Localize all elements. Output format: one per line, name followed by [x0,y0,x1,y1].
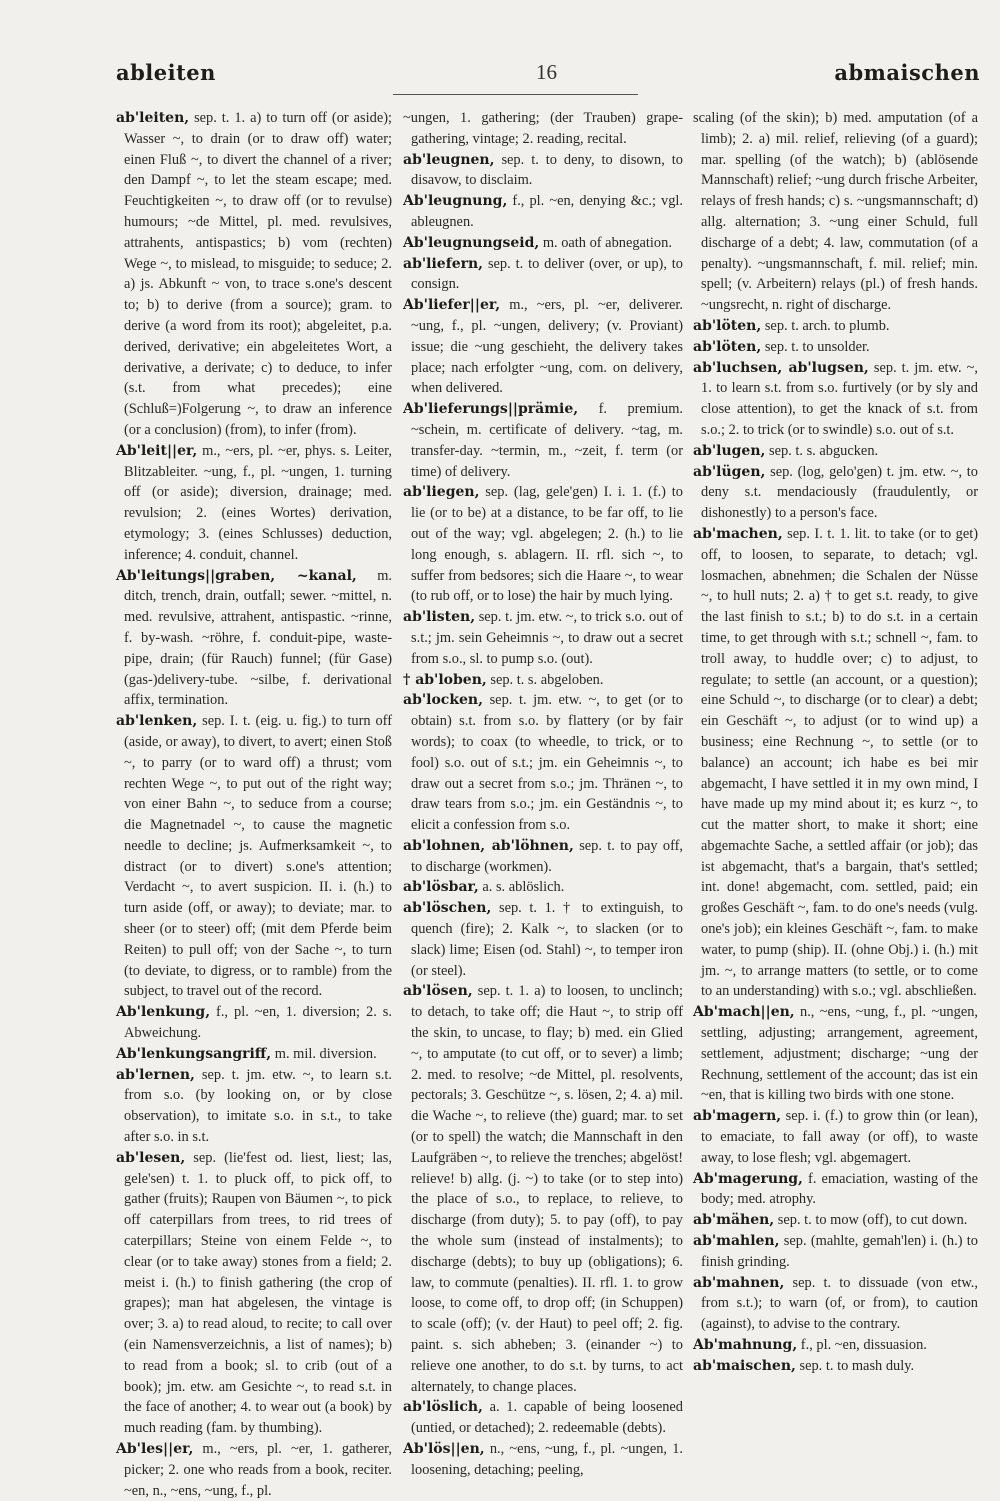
dictionary-entry [403,898,683,981]
entry-headword: ab'listen, [403,609,476,626]
entry-definition: sep. t. jm. etw. ~, 1. to learn s.t. from s.o. furtively (or by sly and close attention), to get the knack of s.t. from s.o.; 2. to trick (or to swindle) s.o. out of s.t. [701,359,979,438]
entry-definition: sep. t. s. abgucken. [765,442,879,459]
dictionary-entry [693,1231,978,1273]
entry-definition: m., ~ers, pl. ~er, deliverer. ~ung, f., pl. ~ungen, delivery; (v. Proviant) issue; die ~ung geschieht, the delivery takes place; nach erfolgter ~ung, com. on delivery, when delivered. [411,297,683,397]
entry-headword: Ab'lieferungs||prämie, [403,401,579,418]
dictionary-entry [116,1439,392,1501]
dictionary-entry [693,1002,978,1106]
dictionary-entry [403,191,683,233]
entry-definition: m. ditch, trench, drain, outfall; sewer. ~mittel, n. med. revulsive, attrahent, antispastic. ~rinne, f. by-wash. ~röhre, f. conduit-pipe, waste-pipe, drain; (für Rauch) funnel; (für Gase) (gas-)delivery-tube. ~silbe, f. derivational affix, termination. [124,567,393,709]
dictionary-entry [116,1065,392,1148]
entry-definition: ~ungen, 1. gathering; (der Trauben) grape-gathering, vintage; 2. reading, recital. [403,110,683,147]
entry-definition: sep. t. 1. † to extinguish, to quench (fire); 2. Kalk ~, to slacken (or to slack) lime; Eisen (od. Stahl) ~, to temper iron (or steel). [411,900,683,979]
entry-headword: ab'mahnen, [693,1274,785,1291]
entry-definition: n., ~ens, ~ung, f., pl. ~ungen, settling, adjusting; arrangement, agreement, settlement, adjustment; discharge; ~ung der Rechnung, settlement of the account; das ist ein ~en, that is killing two birds with one stone. [701,1004,978,1104]
dictionary-entry [403,399,683,482]
entry-definition: sep. t. to pay off, to discharge (workmen). [411,837,683,875]
dictionary-entry [403,482,683,607]
dictionary-entry [693,1210,978,1231]
dictionary-entry [403,607,683,669]
entry-definition: f. premium. ~schein, m. certificate of delivery. ~tag, m. transfer-day. ~termin, m., ~zeit, f. term (or time) of delivery. [411,401,683,480]
entry-headword: ab'mähen, [693,1212,775,1229]
dictionary-entry [403,108,683,150]
left-guide-word: ableiten [116,60,216,85]
entry-headword: Ab'lenkungsangriff, [116,1045,272,1062]
entry-definition: sep. t. to deliver (over, or up), to consign. [411,255,683,293]
dictionary-entry [116,1002,392,1044]
column-1 [116,108,393,1499]
dictionary-entry [403,254,683,296]
entry-headword: ab'lösbar, [403,879,479,896]
entry-headword: ab'lügen, [693,463,766,480]
entry-headword: Ab'les||er, [116,1441,194,1457]
entry-definition: sep. t. to deny, to disown, to disavow, to disclaim. [411,151,683,189]
entry-headword: Ab'lenkung, [116,1004,211,1021]
entry-headword: ab'maischen, [693,1357,796,1374]
entry-headword: † ab'loben, [403,671,487,688]
header-rule [393,94,638,95]
entry-headword: Ab'mahnung, [693,1337,798,1354]
dictionary-entry [403,233,683,254]
entry-definition: sep. t. to unsolder. [761,338,870,355]
entry-definition: sep. t. jm. etw. ~, to learn s.t. from s.o. (by looking on, or by close observation), to imitate s.o. in s.t., to take after s.o. in s.t. [124,1066,392,1146]
entry-headword: ab'löten, [693,338,762,355]
dictionary-entry [116,108,392,441]
entry-headword: Ab'liefer||er, [403,297,501,314]
entry-definition: m., ~ers, pl. ~er, phys. s. Leiter, Blitzableiter. ~ung, f., pl. ~ungen, 1. turning off (or aside); diversion, drainage; med. revulsion; 2. (eines Wortes) derivation, etymology; 3. (eines Schlusses) deduction, inference; 4. conduit, channel. [124,442,392,563]
page-number: 16 [536,60,557,84]
entry-definition: sep. t. to mow (off), to cut down. [774,1212,968,1229]
dictionary-entry [693,1106,978,1168]
dictionary-entry [693,358,978,441]
entry-definition: f., pl. ~en, dissuasion. [797,1337,927,1354]
entry-headword: ab'lugen, [693,442,766,459]
entry-headword: Ab'lös||en, [403,1441,485,1457]
entry-definition: sep. (lie'fest od. liest, liest; las, gele'sen) t. 1. to pluck off, to pick off, to gather (fruits); Raupen von Bäumen ~, to pick off caterpillars from trees, to rid trees of caterpillars; Steine von einem Felde ~, to clear (or to take away) stones from a field; 2. meist i. (h.) to finish gathering (the crop of grapes); man hat abgelesen, the vintage is over; 3. a) to read aloud, to recite; to call over (ein Namensverzeichnis, a list of names); b) to read from a book; sl. to crib (out of a book); jm. etw. am Gesichte ~, to read s.t. in the face of another; 4. to wear out (a book) by much reading (fam. by thumbing). [124,1149,392,1437]
entry-definition: m. mil. diversion. [271,1045,377,1062]
dictionary-entry [403,670,683,691]
entry-definition: sep. (log, gelo'gen) t. jm. etw. ~, to deny s.t. mendaciously (fraudulently, or dishonestly) to a person's face. [701,463,978,522]
entry-definition: m. oath of abnegation. [539,234,672,251]
column-3 [693,108,978,1478]
entry-headword: ab'liefern, [403,255,484,272]
entry-definition: n., ~ens, ~ung, f., pl. ~ungen, 1. loosening, detaching; peeling, [411,1441,683,1478]
entry-definition: a. 1. capable of being loosened (untied, or detached); 2. redeemable (debts). [411,1399,683,1437]
entry-headword: ab'luchsen, ab'lugsen, [693,359,869,376]
right-guide-word: abmaischen [834,60,980,85]
entry-headword: ab'magern, [693,1108,782,1125]
dictionary-entry [116,566,392,712]
entry-headword: Ab'leugnung, [403,193,508,210]
dictionary-entry [403,1397,683,1439]
dictionary-entry [693,316,978,337]
dictionary-entry [403,690,683,836]
column-2 [403,108,683,1478]
dictionary-entry [693,441,978,462]
dictionary-entry [403,295,683,399]
entry-definition: sep. i. (f.) to grow thin (or lean), to emaciate, to fall away (or off), to waste away, to lose flesh; vgl. abgemagert. [701,1108,978,1166]
entry-headword: Ab'leugnungseid, [403,234,540,251]
dictionary-entry [403,981,683,1397]
entry-definition: sep. (lag, gele'gen) I. i. 1. (f.) to lie (or to be) at a distance, to be far off, to lie out of the way; vgl. abgelegen; 2. (h.) to lie long enough, s. ablagern. II. rfl. sich ~, to suffer from bedsores; sich die Haare ~, to wear (to rub off, or to lose) the hair by much lying. [411,484,683,605]
dictionary-entry [693,337,978,358]
entry-headword: Ab'leit||er, [116,442,198,459]
entry-headword: Ab'magerung, [693,1170,803,1187]
dictionary-entry [403,1439,683,1481]
entry-definition: sep. t. to mash duly. [795,1357,915,1374]
entry-headword: Ab'leitungs||graben, ~kanal, [116,567,357,584]
dictionary-entry [116,1148,392,1439]
dictionary-entry [403,836,683,878]
dictionary-entry [693,1169,978,1211]
entry-headword: ab'locken, [403,692,483,709]
dictionary-entry [403,877,683,898]
entry-definition: a. s. ablöslich. [478,879,565,896]
entry-definition: f., pl. ~en, 1. diversion; 2. s. Abweichung. [124,1004,392,1042]
entry-definition: m., ~ers, pl. ~er, 1. gatherer, picker; 2. one who reads from a book, reciter. ~en, n., ~ens, ~ung, f., pl. [124,1441,392,1499]
entry-definition: sep. t. s. abgeloben. [486,671,604,688]
dictionary-entry [693,1273,978,1335]
entry-headword: ab'löschen, [403,900,492,917]
dictionary-entry [693,1356,978,1377]
entry-definition: sep. (mahlte, gemah'len) i. (h.) to finish grinding. [701,1233,978,1270]
dictionary-entry [116,441,392,566]
entry-definition: sep. t. 1. a) to loosen, to unclinch; to detach, to take off; die Haut ~, to strip off the skin, to uncase, to flay; b) med. ein Glied ~, to amputate (to cut off, or to sever) a limb; 2. med. to resolve; ~de Mittel, pl. resolvents, pectorals; 3. Geschütze ~, s. lösen, 2; 4. a) mil. die Wache ~, to relieve (the) guard; mar. to set (or to spell) the watch; die Mannschaft in den Laufgräben ~, to relieve the trenches; abgelöst! relieve! b) allg. (j. ~) to take (or to step into) the place of s.o., to replace, to relieve, to discharge (from duty); 5. to pay (off), to pay the whole sum (instead of instalments); to discharge (debts); to buy up (obligations); 6. law, to commute (penalties). II. rfl. 1. to grow loose, to come off, to drop off; (in Schuppen) to scale (off); (v. der Haut) to peel off; 2. fig. paint. s. sich abheben; 3. (einander ~) to relieve one another, to do s.t. by turns, to act alternately, to change places. [411,983,683,1395]
dictionary-entry [693,108,978,316]
entry-definition: f. emaciation, wasting of the body; med. atrophy. [701,1170,978,1208]
dictionary-entry [116,1044,392,1065]
dictionary-entry [693,524,978,1002]
dictionary-entry [693,462,978,524]
entry-definition: sep. t. jm. etw. ~, to trick s.o. out of s.t.; jm. sein Geheimnis ~, to draw out a secret from s.o., sl. to pump s.o. (out). [411,609,683,667]
entry-headword: Ab'mach||en, [693,1004,795,1021]
entry-headword: ab'mahlen, [693,1233,780,1250]
entry-definition: sep. t. arch. to plumb. [761,317,890,334]
entry-headword: ab'machen, [693,525,783,542]
entry-definition: sep. I. t. 1. lit. to take (or to get) off, to loosen, to separate, to detach; vgl. losmachen, abnehmen; die Schalen der Nüsse ~, to hull nuts; 2. a) † to get s.t. ready, to give the last finish to s.t.; b) to do s.t. in a certain time, to get through with s.t.; schnell ~, fam. to troll away, to huddle over; c) to adjust, to regulate; to settle (an account, or a question); eine Schuld ~, to discharge (or to clear) a debt; ein Geschäft ~, to adjust (or to wind up) a business; eine Rechnung ~, to settle (or to balance) an account; ich habe es bei mir abgemacht, I have settled it in my own mind, I have made up my mind about it; es kurz ~, to cut the matter short, to make it short; eine abgemachte Sache, a settled affair (or job); das ist abgemacht, that's a bargain, that's settled; int. done! abgemacht, com. settled, paid; ein großes Geschäft ~, fam. to do one's needs (vulg. one's job); ein kleines Geschäft ~, fam. to make water, to pump (ship). II. (ohne Obj.) i. (h.) mit jm. ~, to arrange matters (to settle, or to come to an understanding) with s.o.; vgl. abschließen. [701,525,978,1000]
dictionary-entry [116,711,392,1002]
entry-headword: ab'leiten, [116,110,190,126]
entry-headword: ab'lenken, [116,713,198,730]
entry-definition: sep. t. jm. etw. ~, to get (or to obtain) s.t. from s.o. by flattery (or by fair words); to coax (to wheedle, to trick, or to fool) s.o. out of s.t.; jm. ein Geheimnis ~, to draw out a secret from s.o.; jm. Thränen ~, to draw tears from s.o.; jm. ein Geständnis ~, to elicit a confession from s.o. [411,692,683,834]
entry-headword: ab'liegen, [403,484,480,501]
entry-headword: ab'leugnen, [403,151,495,168]
dictionary-entry [403,150,683,192]
entry-definition: scaling (of the skin); b) med. amputation (of a limb); 2. a) mil. relief, relieving (of a guard); mar. spelling (of the watch); b) (ablösende Mannschaft) relief; ~ung durch frische Arbeiter, relays of fresh hands; c) s. ~ungsmannschaft; d) allg. alternation; 3. ~ung einer Schuld, full discharge of a debt; 4. law, commutation (of a penalty). ~ungsmannschaft, f. mil. relief; min. spell; (v. Arbeitern) relays (pl.) of fresh hands. ~ungsrecht, n. right of discharge. [693,110,978,314]
entry-definition: sep. t. to dissuade (von etw., from s.t.); to warn (of, or from), to caution (against), to advise to the contrary. [701,1274,978,1333]
entry-definition: sep. I. t. (eig. u. fig.) to turn off (aside, or away), to divert, to avert; einen Stoß ~, to parry (or to ward off) a thrust; vom rechten Wege ~, to put out of the right way; von einer Bahn ~, to seduce from a course; die Magnetnadel ~, to cause the magnetic needle to decline; js. Aufmerksamkeit ~, to distract (or to divert) s.one's attention; Verdacht ~, to avert suspicion. II. i. (h.) to turn aside (off, or away); to deviate; mar. to sheer (or to steer) off; (mit dem Pferde beim Reiten) to pull off; von der Sache ~, to turn (to deviate, to digress, or to ramble) from the subject, to travel out of the record. [124,713,392,1000]
page-header [116,58,980,92]
entry-headword: ab'löslich, [403,1399,483,1416]
entry-headword: ab'lösen, [403,983,473,1000]
entry-headword: ab'lesen, [116,1149,186,1166]
dictionary-entry [693,1335,978,1356]
entry-headword: ab'lernen, [116,1066,195,1083]
entry-definition: f., pl. ~en, denying &c.; vgl. ableugnen. [411,193,683,230]
entry-definition: sep. t. 1. a) to turn off (or aside); Wasser ~, to drain (or to draw off) water; einen Fluß ~, to divert the channel of a river; den Dampf ~, to let the steam escape; med. Feuchtigkeiten ~, to draw off (or to revulse) humours; ~de Mittel, pl. med. revulsives, attrahents, antispastics; b) vom (rechten) Wege ~, to mislead, to misguide; to seduce; 2. a) js. Abkunft ~ von, to trace s.one's descent to; b) to derive (from a source); gram. to derive (a word from its root); abgeleitet, p.a. derived, derivative; ein abgeleitetes Wort, a derivative, a derivate; c) to deduce, to infer (s.t. from what precedes); eine (Schluß=)Folgerung ~, to draw an inference (or a conclusion) (from), to infer (from). [124,110,392,438]
entry-headword: ab'löten, [693,317,762,334]
entry-headword: ab'lohnen, ab'löhnen, [403,837,574,854]
